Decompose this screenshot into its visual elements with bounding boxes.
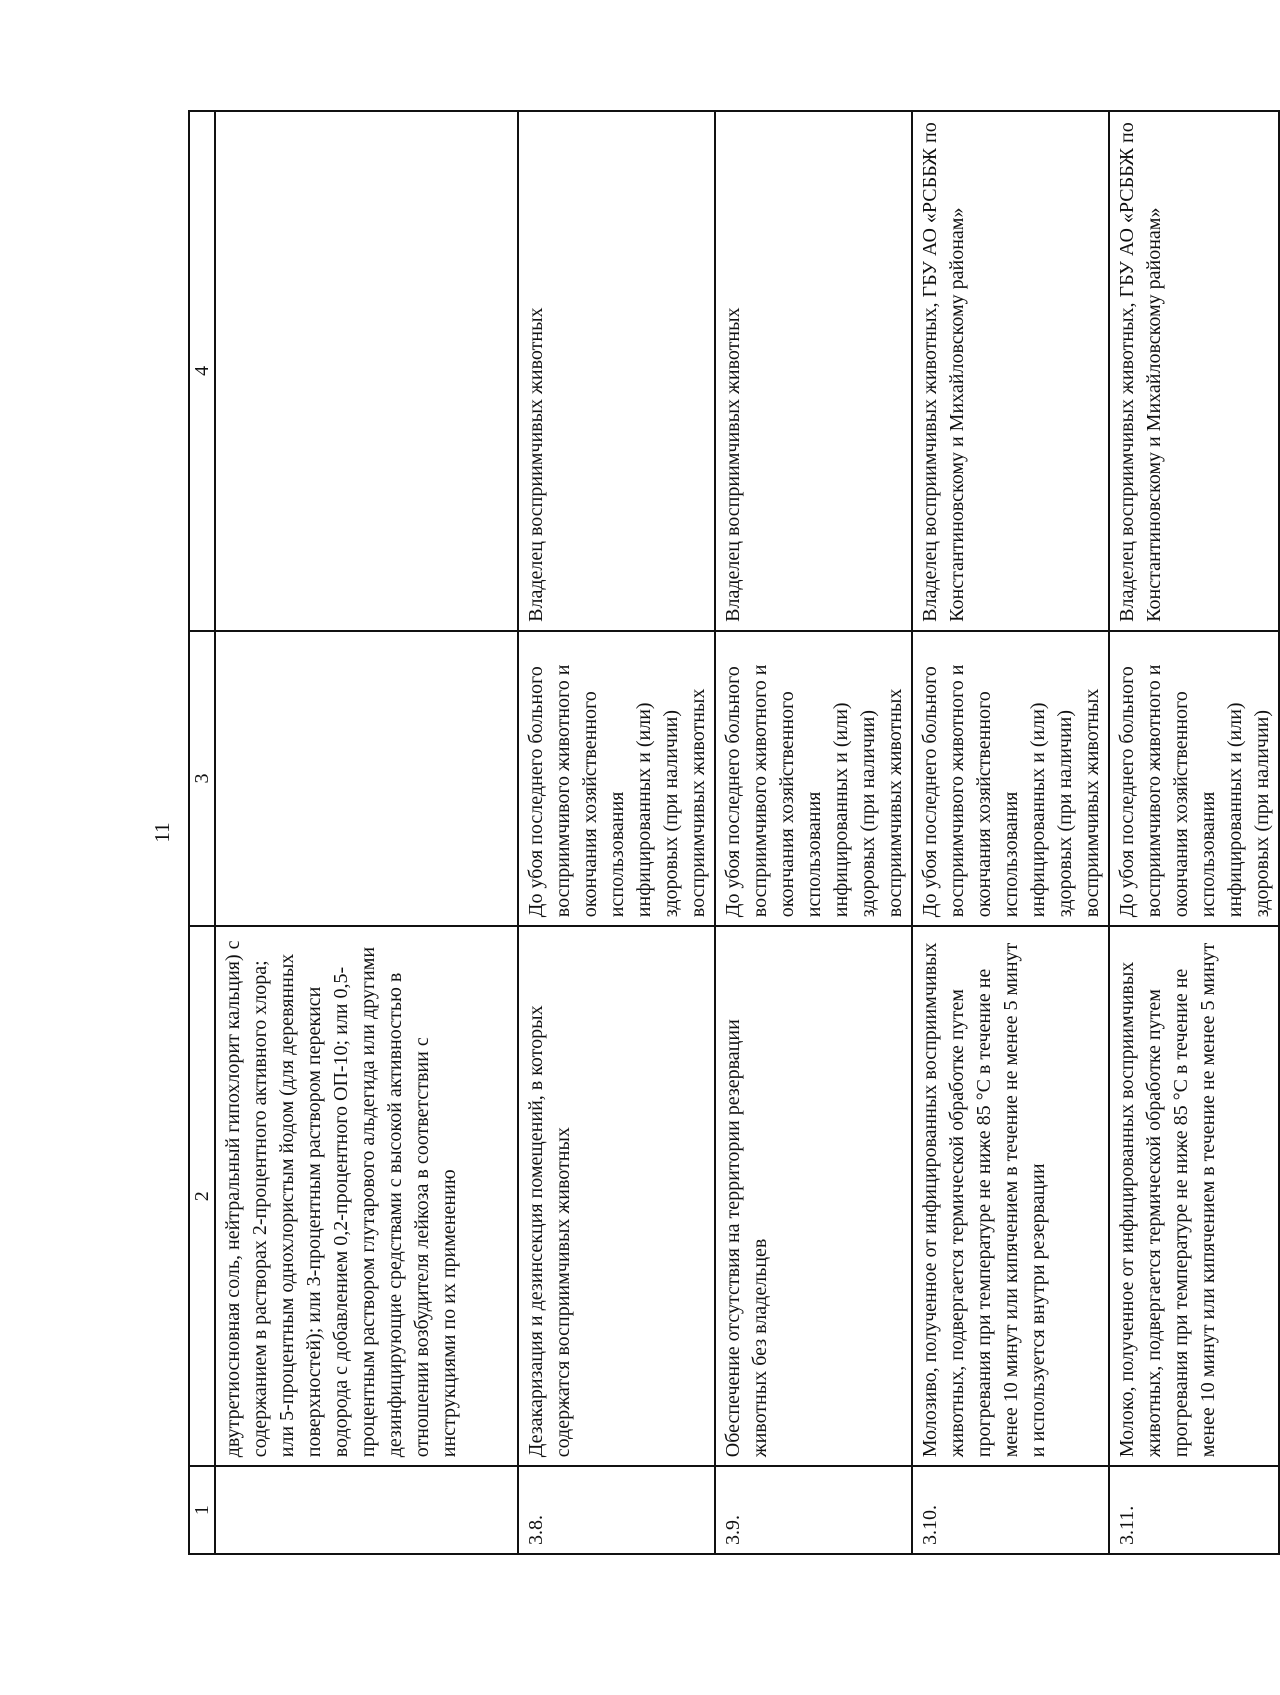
responsible-text: Владелец восприимчивых животных, ГБУ АО «РСББЖ по Константиновскому и Михайловскому районам» — [1109, 111, 1279, 631]
row-number — [215, 1466, 518, 1554]
table-header-row — [189, 111, 215, 1554]
measure-text: Дезакаризация и дезинсекция помещений, в которых содержатся восприимчивых животных — [518, 926, 715, 1466]
measure-text: Обеспечение отсутствия на территории резервации животных без владельцев — [715, 926, 912, 1466]
table-row — [518, 111, 715, 1554]
header-col-4: 4 — [189, 111, 215, 631]
table-row — [1109, 111, 1279, 1554]
measures-table — [188, 110, 1280, 1555]
measure-text: Молозиво, полученное от инфицированных восприимчивых животных, подвергается термической обработке путем прогревания при температуре не ниже 85 °С в течение не менее 10 минут или кипячением в течение не менее 5 минут и используется внутри резервации — [912, 926, 1109, 1466]
responsible-text: Владелец восприимчивых животных, ГБУ АО «РСББЖ по Константиновскому и Михайловскому районам» — [912, 111, 1109, 631]
table-row — [715, 111, 912, 1554]
responsible-text — [215, 111, 518, 631]
header-col-2: 2 — [189, 926, 215, 1466]
row-number: 3.9. — [715, 1466, 912, 1554]
responsible-text: Владелец восприимчивых животных — [518, 111, 715, 631]
header-col-1: 1 — [189, 1466, 215, 1554]
term-text: До убоя последнего больного восприимчивого животного и окончания хозяйственного использования инфицированных и (или) здоровых (при наличии) восприимчивых животных — [715, 631, 912, 926]
table-row — [912, 111, 1109, 1554]
table-row — [215, 111, 518, 1554]
term-text — [215, 631, 518, 926]
term-text: До убоя последнего больного восприимчивого животного и окончания хозяйственного использования инфицированных и (или) здоровых (при наличии) восприимчивых животных — [518, 631, 715, 926]
row-number: 3.10. — [912, 1466, 1109, 1554]
rotated-page — [150, 110, 1273, 1555]
term-text: До убоя последнего больного восприимчивого животного и окончания хозяйственного использования инфицированных и (или) здоровых (при наличии) восприимчивых животных — [912, 631, 1109, 926]
header-col-3: 3 — [189, 631, 215, 926]
measure-text: Молоко, полученное от инфицированных восприимчивых животных, подвергается термической обработке путем прогревания при температуре не ниже 85 °С в течение не менее 10 минут или кипячением в течение не менее 5 минут — [1109, 926, 1279, 1466]
term-text: До убоя последнего больного восприимчивого животного и окончания хозяйственного использования инфицированных и (или) здоровых (при наличии) — [1109, 631, 1279, 926]
page-number: 11 — [150, 822, 174, 843]
measure-text: двутретиосновная соль, нейтральный гипохлорит кальция) с содержанием в растворах 2-процентного активного хлора; или 5-процентным однохлористым йодом (для деревянных поверхностей); или 3-процентным раствором перекиси водорода с добавлением 0,2-процентного ОП-10; или 0,5-процентным раствором глутарового альдегида или другими дезинфицирующие средствами с высокой активностью в отношении возбудителя лейкоза в соответствии с инструкциями по их применению — [215, 926, 518, 1466]
row-number: 3.11. — [1109, 1466, 1279, 1554]
row-number: 3.8. — [518, 1466, 715, 1554]
responsible-text: Владелец восприимчивых животных — [715, 111, 912, 631]
